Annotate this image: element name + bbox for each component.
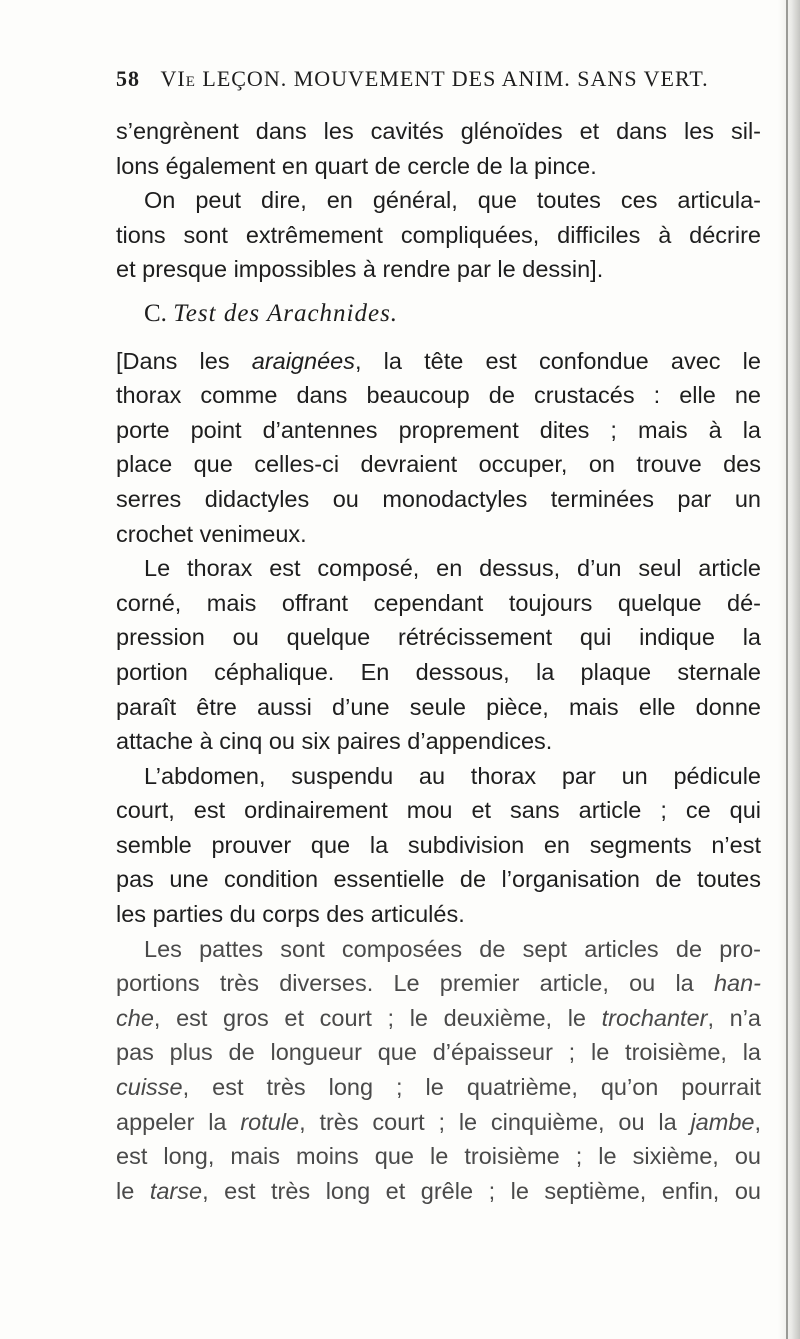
- text-line: et presque impossibles à rendre par le dessin].: [116, 256, 604, 283]
- binding-shadow: [778, 0, 800, 1339]
- text-line: pression ou quelque rétrécissement qui indique la: [116, 624, 761, 651]
- section-heading: [116, 297, 761, 332]
- text-line: L’abdomen, suspendu au thorax par un pédicule: [144, 762, 761, 789]
- text-line: corné, mais offrant cependant toujours quelque dé-: [116, 589, 761, 616]
- text-line: semble prouver que la subdivision en segments n’est: [116, 831, 761, 858]
- text-line: place que celles-ci devraient occuper, on trouve des: [116, 451, 761, 478]
- text-line: On peut dire, en général, que toutes ces articula-: [144, 187, 761, 214]
- section-title: Test des Arachnides.: [173, 299, 399, 327]
- text-line: crochet venimeux.: [116, 520, 307, 547]
- text-line: Les pattes sont composées de sept articles de pro-: [144, 935, 761, 962]
- text-line: tions sont extrêmement compliquées, difficiles à décrire: [116, 221, 761, 248]
- text-line: portion céphalique. En dessous, la plaque sternale: [116, 658, 761, 685]
- text-line: est long, mais moins que le troisième ; le sixième, ou: [116, 1143, 761, 1170]
- running-title: VIe LEÇON. MOUVEMENT DES ANIM. SANS VERT.: [160, 66, 709, 91]
- text-line: serres didactyles ou monodactyles terminées par un: [116, 485, 761, 512]
- text-line: attache à cinq ou six paires d’appendices.: [116, 728, 553, 755]
- text-line: cuisse, est très long ; le quatrième, qu’on pourrait: [116, 1074, 761, 1101]
- text-line: che, est gros et court ; le deuxième, le trochanter, n’a: [116, 1004, 762, 1031]
- body-text: [116, 114, 761, 1208]
- text-line: porte point d’antennes proprement dites ; mais à la: [116, 416, 761, 443]
- text-line: Le thorax est composé, en dessus, d’un seul article: [144, 555, 761, 582]
- text-line: pas plus de longueur que d’épaisseur ; le troisième, la: [116, 1039, 761, 1066]
- text-line: paraît être aussi d’une seule pièce, mais elle donne: [116, 693, 761, 720]
- text-line: s’engrènent dans les cavités glénoïdes et dans les sil-: [116, 118, 761, 144]
- text-line: appeler la rotule, très court ; le cinquième, ou la jambe,: [116, 1108, 761, 1135]
- text-line: portions très diverses. Le premier article, ou la han-: [116, 970, 761, 997]
- text-line: les parties du corps des articulés.: [116, 901, 465, 928]
- text-line: [Dans les araignées, la tête est confondue avec le: [116, 347, 761, 374]
- text-line: pas une condition essentielle de l’organisation de toutes: [116, 866, 761, 893]
- section-label: C.: [144, 299, 167, 327]
- page-number: 58: [116, 66, 140, 91]
- text-line: court, est ordinairement mou et sans article ; ce qui: [116, 797, 761, 824]
- text-line: lons également en quart de cercle de la pince.: [116, 152, 597, 179]
- text-line: le tarse, est très long et grêle ; le septième, enfin, ou: [116, 1177, 761, 1204]
- text-line: thorax comme dans beaucoup de crustacés : elle ne: [116, 382, 761, 409]
- running-header: [116, 66, 716, 92]
- binding-edge: [786, 0, 788, 1339]
